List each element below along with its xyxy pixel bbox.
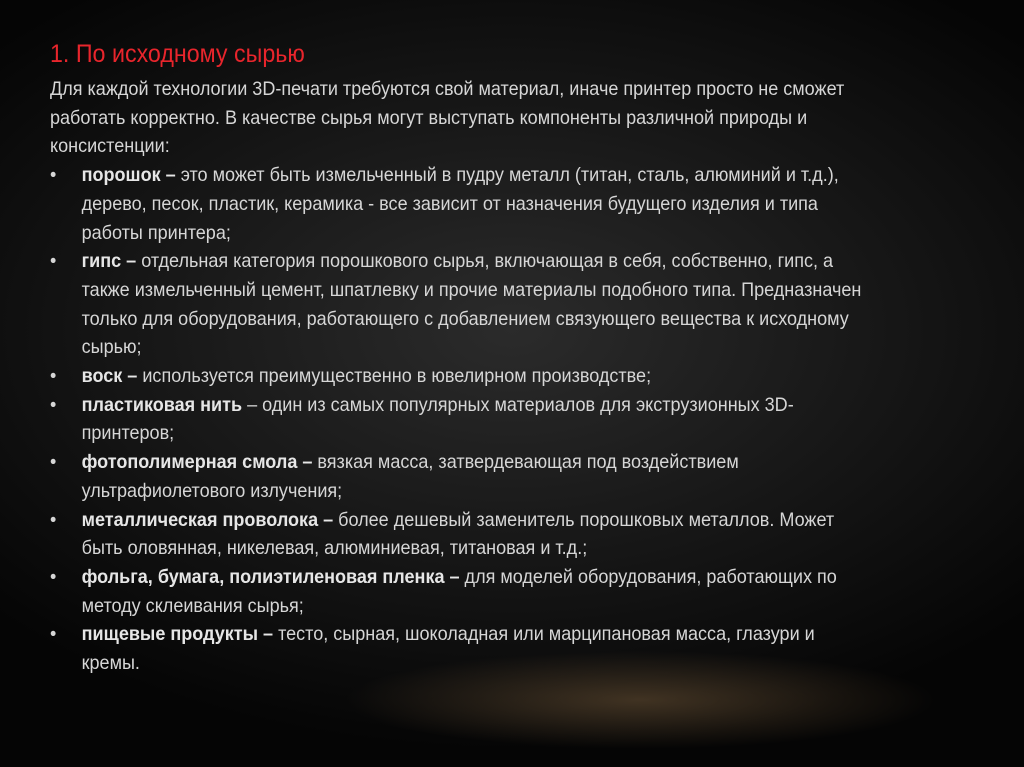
item-term: фотополимерная смола – bbox=[81, 451, 313, 474]
item-term: воск – bbox=[81, 365, 138, 388]
list-item-foil-paper-film bbox=[50, 563, 906, 620]
item-description: – один из самых популярных материалов для экструзионных 3D-принтеров; bbox=[81, 393, 794, 445]
bullet-icon: • bbox=[50, 508, 57, 531]
item-description: тесто, сырная, шоколадная или марципановая масса, глазури и кремы. bbox=[81, 623, 815, 675]
item-term: металлическая проволока – bbox=[81, 508, 334, 531]
item-description: для моделей оборудования, работающих по методу склеивания сырья; bbox=[81, 565, 837, 617]
list-item-food-products bbox=[50, 620, 906, 677]
item-description: отдельная категория порошкового сырья, включающая в себя, собственно, гипс, а также измельченный цемент, шпатлевку и прочие материалы подобного типа. Предназначен только для оборудования, работающего с добавлением связующего вещества к исходному сырью; bbox=[81, 250, 862, 359]
slide-title: 1. По исходному сырью bbox=[50, 40, 305, 68]
bullet-icon: • bbox=[50, 250, 57, 273]
bullet-icon: • bbox=[50, 451, 57, 474]
materials-list bbox=[50, 161, 906, 678]
list-item-plastic-filament bbox=[50, 391, 906, 448]
bullet-icon: • bbox=[50, 164, 57, 187]
item-description: вязкая масса, затвердевающая под воздействием ультрафиолетового излучения; bbox=[81, 451, 739, 502]
bullet-icon: • bbox=[50, 565, 57, 588]
item-term: фольга, бумага, полиэтиленовая пленка – bbox=[81, 565, 460, 588]
list-item-metal-wire bbox=[50, 506, 906, 563]
list-item-powder bbox=[50, 161, 906, 247]
bullet-icon: • bbox=[50, 623, 57, 646]
item-description: используется преимущественно в ювелирном производстве; bbox=[137, 365, 652, 388]
item-term: гипс – bbox=[81, 250, 137, 273]
list-item-photopolymer-resin bbox=[50, 448, 906, 505]
item-description: более дешевый заменитель порошковых металлов. Может быть оловянная, никелевая, алюминиевая, титановая и т.д.; bbox=[81, 508, 835, 560]
list-item-gypsum bbox=[50, 247, 906, 362]
item-term: порошок – bbox=[81, 164, 176, 187]
slide-content bbox=[50, 38, 906, 678]
bullet-icon: • bbox=[50, 393, 57, 416]
item-term: пищевые продукты – bbox=[81, 623, 274, 646]
item-description: это может быть измельченный в пудру металл (титан, сталь, алюминий и т.д.), дерево, песок, пластик, керамика - все зависит от назначения будущего изделия и типа работы принтера; bbox=[81, 164, 839, 244]
intro-paragraph: Для каждой технологии 3D-печати требуются свой материал, иначе принтер просто не сможет работать корректно. В качестве сырья могут выступать компоненты различной природы и консистенции: bbox=[50, 78, 845, 158]
list-item-wax bbox=[50, 362, 906, 391]
item-term: пластиковая нить bbox=[81, 393, 243, 416]
bullet-icon: • bbox=[50, 365, 57, 388]
